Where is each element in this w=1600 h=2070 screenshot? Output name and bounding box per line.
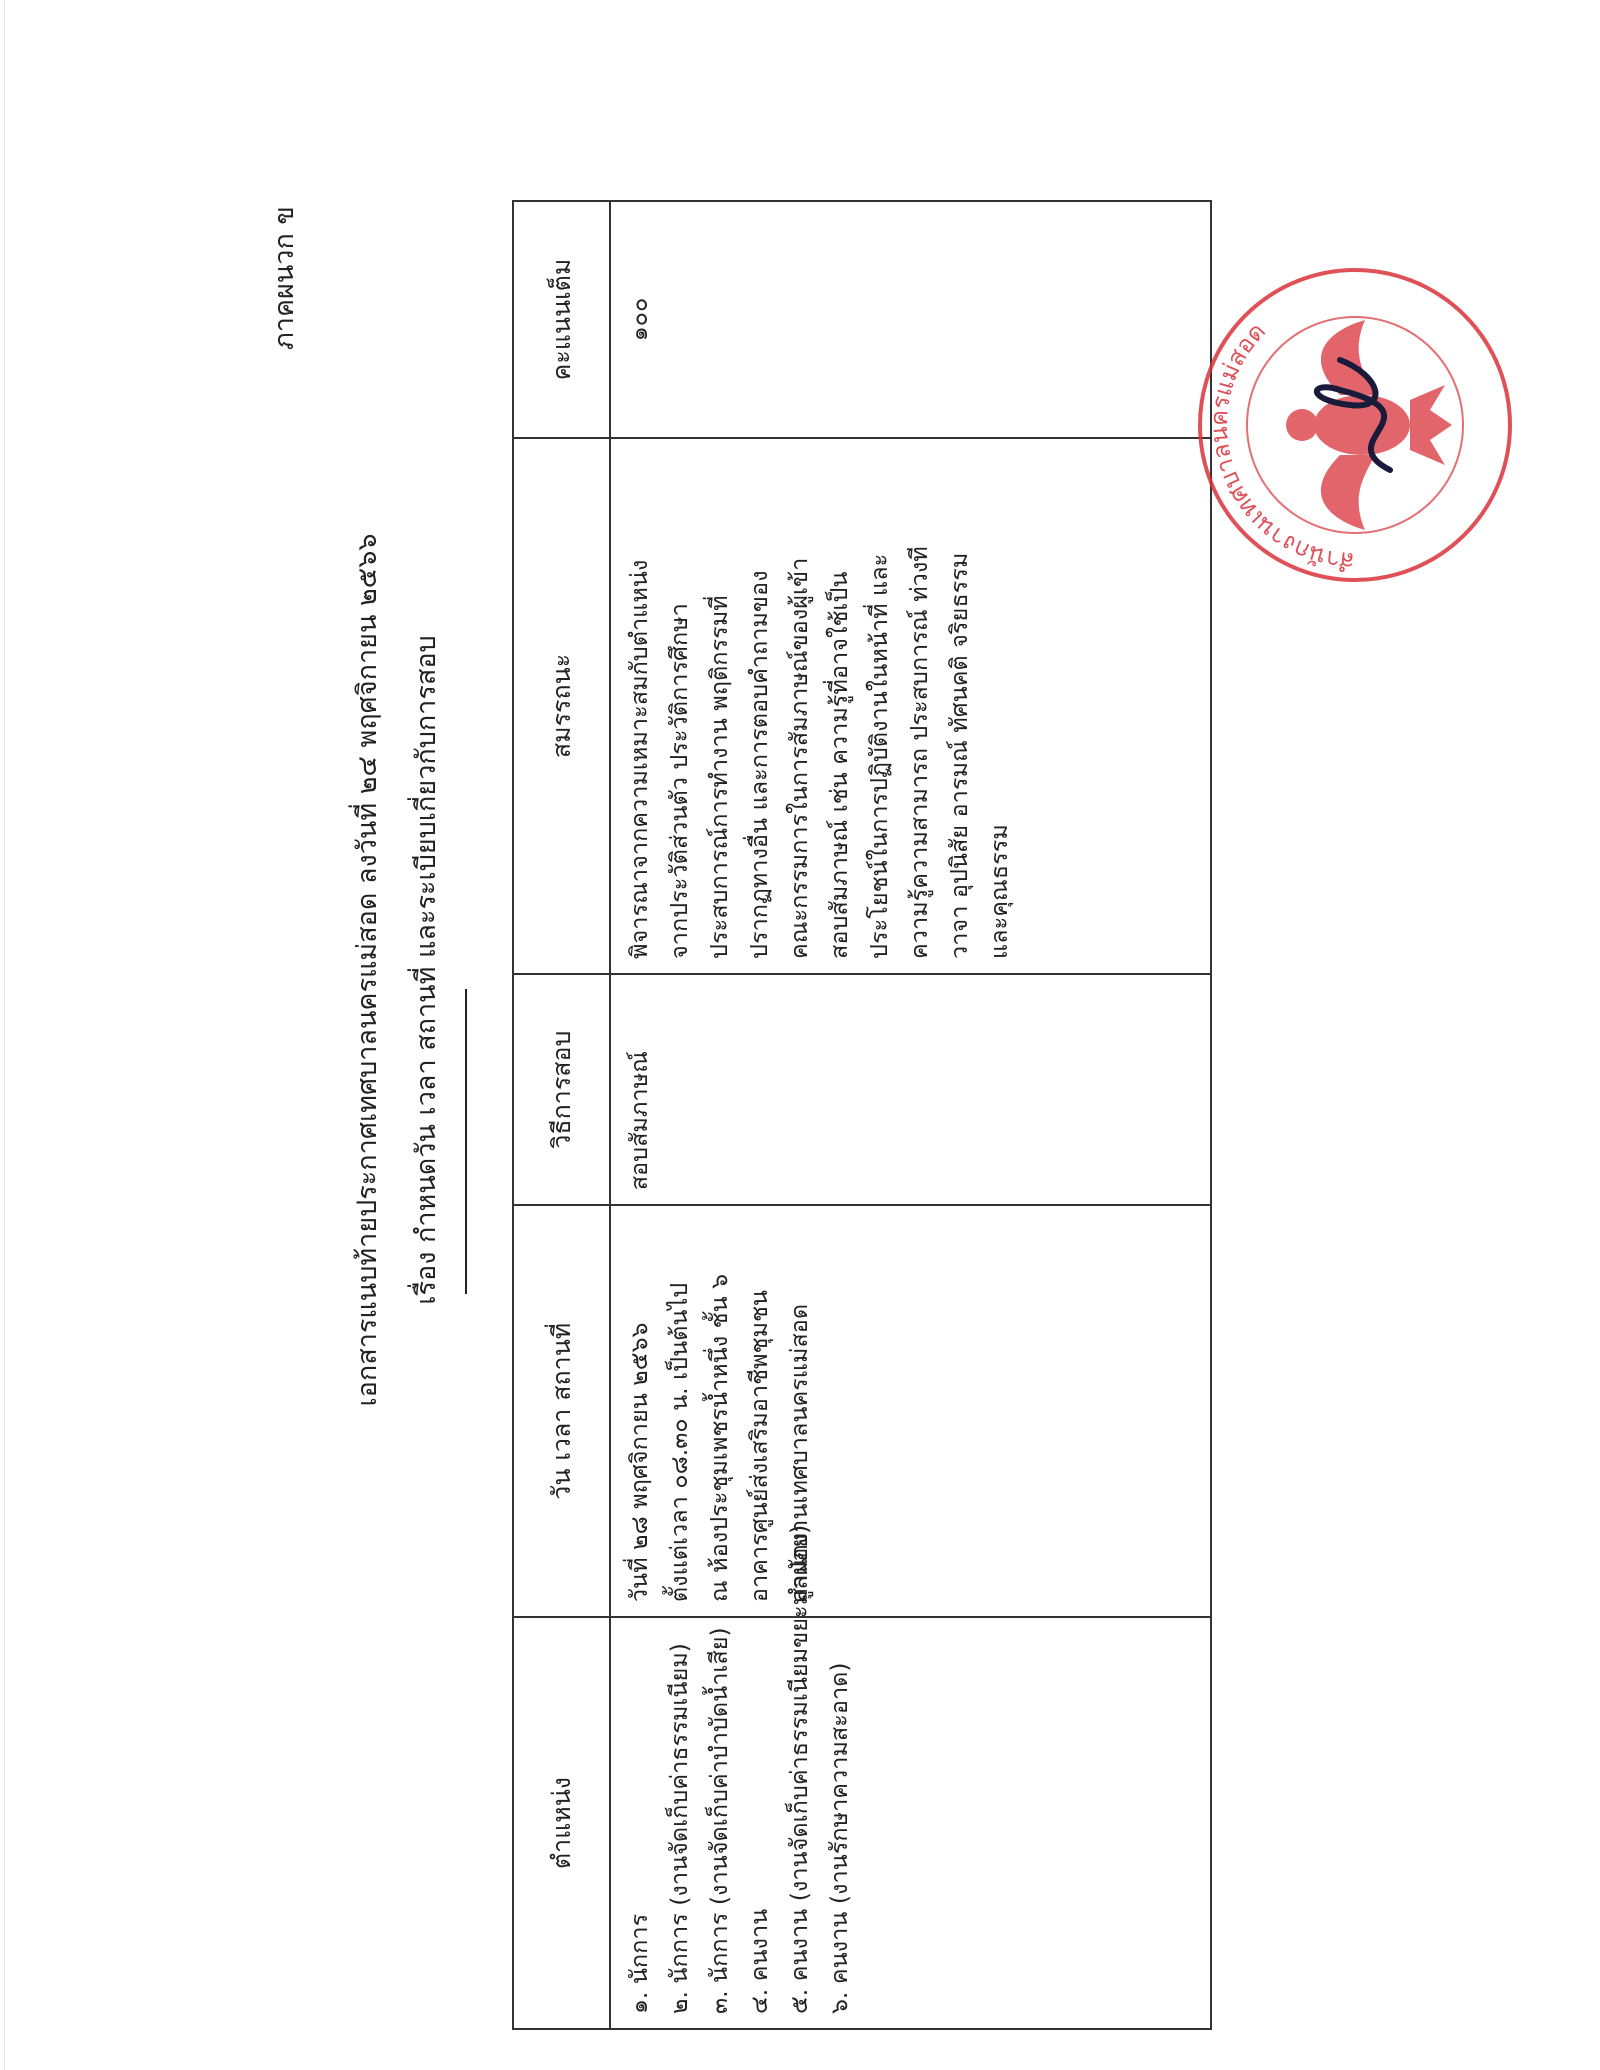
- position-cell: [610, 1524, 1211, 2029]
- position-item: ๑. นักการ: [625, 1913, 653, 2014]
- page-edge: [4, 0, 5, 2070]
- document-title: เอกสารแนบท้ายประกาศเทศบาลนครแม่สอด ลงวันที่ ๒๔ พฤศจิกายน ๒๕๖๖: [352, 533, 383, 1407]
- position-item: ๔. คนงาน: [745, 1908, 773, 2014]
- method-text: สอบสัมภาษณ์: [625, 1051, 653, 1191]
- exam-schedule-table: [512, 200, 1212, 2030]
- position-item: ๓. นักการ (งานจัดเก็บค่าบำบัดน้ำเสีย): [705, 1627, 733, 2014]
- title-underline: [465, 989, 467, 1294]
- competency-line: วาจา อุปนิสัย อารมณ์ ทัศนคติ จริยธรรม: [945, 552, 973, 959]
- table-row: [610, 201, 1211, 2029]
- competency-line: ความรู้ความสามารถ ประสบการณ์ ท่วงที: [905, 546, 933, 959]
- seal-ring-text: สำนักงานเทศบาลนครแม่สอด: [1204, 317, 1356, 576]
- datetime-line: ตั้งแต่เวลา ๐๘.๓๐ น. เป็นต้นไป: [665, 1282, 693, 1603]
- competency-line: ปรากฏทางอื่น และการตอบคำถามของ: [745, 570, 773, 959]
- position-item: ๕. คนงาน (งานจัดเก็บค่าธรรมเนียมขยะมูลฝอย): [785, 1524, 813, 2014]
- datetime-cell: [610, 1205, 1211, 1617]
- header-score: คะแนนเต็ม: [513, 201, 610, 438]
- official-seal-stamp: [1190, 260, 1520, 590]
- score-value: ๑๐๐: [625, 297, 653, 342]
- datetime-line: อาคารศูนย์ส่งเสริมอาชีพชุมชน: [745, 1290, 773, 1603]
- position-item: ๖. คนงาน (งานรักษาความสะอาด): [825, 1662, 853, 2014]
- datetime-line: สำนักงานเทศบาลนครแม่สอด: [785, 1303, 813, 1603]
- competency-line: จากประวัติส่วนตัว ประวัติการศึกษา: [665, 603, 693, 959]
- competency-line: พิจารณาจากความเหมาะสมกับตำแหน่ง: [625, 559, 653, 959]
- header-position: ตำแหน่ง: [513, 1617, 610, 2029]
- competency-line: คณะกรรมการในการสัมภาษณ์ของผู้เข้า: [785, 557, 813, 959]
- document-subject: เรื่อง กำหนดวัน เวลา สถานที่ และระเบียบเกี่ยวกับการสอบ: [411, 635, 442, 1305]
- competency-line: สอบสัมภาษณ์ เช่น ความรู้ที่อาจใช้เป็น: [825, 571, 853, 959]
- score-cell: [610, 201, 1211, 438]
- header-competency: สมรรถนะ: [513, 438, 610, 974]
- position-item: ๒. นักการ (งานจัดเก็บค่าธรรมเนียม): [665, 1643, 693, 2014]
- appendix-label: ภาคผนวก ข: [269, 206, 300, 350]
- competency-line: ประสบการณ์การทำงาน พฤติกรรมที่: [705, 595, 733, 959]
- table-header-row: [513, 201, 610, 2029]
- datetime-line: วันที่ ๒๘ พฤศจิกายน ๒๕๖๖: [625, 1322, 653, 1603]
- competency-line: และคุณธรรม: [985, 824, 1013, 959]
- header-method: วิธีการสอบ: [513, 974, 610, 1205]
- header-datetime: วัน เวลา สถานที่: [513, 1205, 610, 1617]
- method-cell: [610, 974, 1211, 1205]
- competency-cell: [610, 438, 1211, 974]
- garuda-emblem-icon: [1286, 320, 1452, 530]
- datetime-line: ณ ห้องประชุมเพชรน้ำหนึ่ง ชั้น ๖: [705, 1273, 733, 1603]
- competency-line: ประโยชน์ในการปฏิบัติงานในหน้าที่ และ: [865, 553, 893, 959]
